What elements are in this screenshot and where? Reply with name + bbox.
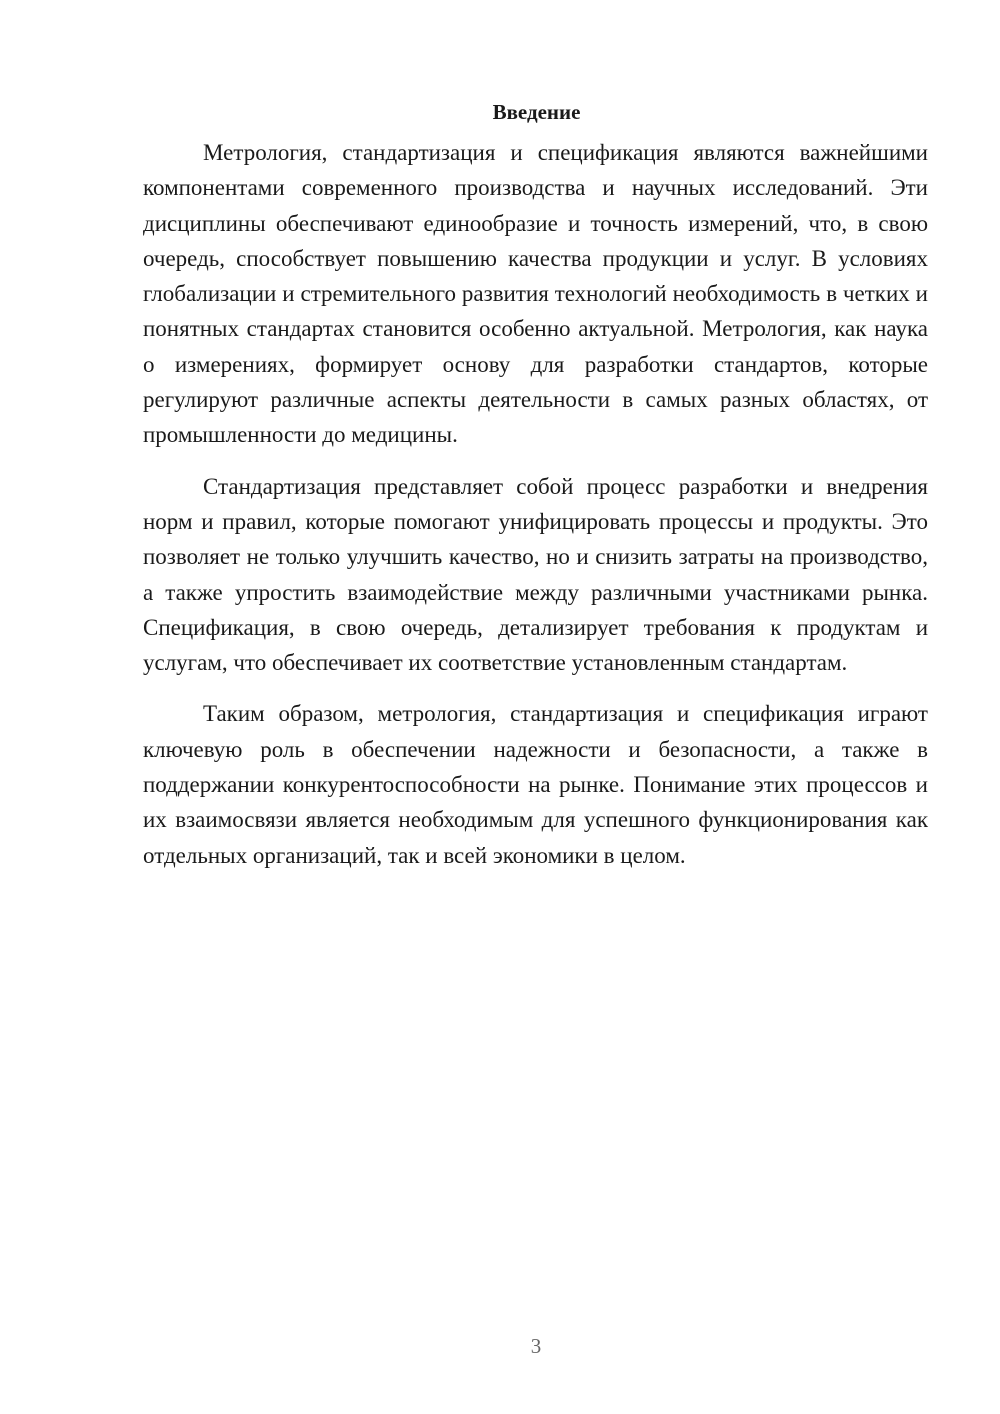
paragraph-2: Стандартизация представляет собой процесс разработки и внедрения норм и правил, которые помогают унифицировать процессы и продукты. Это позволяет не только улучшить качество, но и снизить затраты на производство, а также упростить взаимодействие между различными участниками рынка. Спецификация, в свою очередь, детализирует требования к продуктам и услугам, что обеспечивает их соответствие установленным стандартам.: [143, 473, 928, 676]
page-number: 3: [530, 1334, 542, 1358]
paragraph-3: Таким образом, метрология, стандартизация и спецификация играют ключевую роль в обеспечении надежности и безопасности, а также в поддержании конкурентоспособности на рынке. Понимание этих процессов и их взаимосвязи является необходимым для успешного функционирования как отдельных организаций, так и всей экономики в целом.: [143, 701, 928, 868]
paragraph-1: Метрология, стандартизация и спецификация являются важнейшими компонентами современного производства и научных исследований. Эти дисциплины обеспечивают единообразие и точность измерений, что, в свою очередь, способствует повышению качества продукции и услуг. В условиях глобализации и стремительного развития технологий необходимость в четких и понятных стандартах становится особенно актуальной. Метрология, как наука о измерениях, формирует основу для разработки стандартов, которые регулируют различные аспекты деятельности в самых разных областях, от промышленности до медицины.: [143, 140, 928, 448]
section-title: Введение: [492, 100, 581, 124]
page-content: [143, 98, 928, 889]
